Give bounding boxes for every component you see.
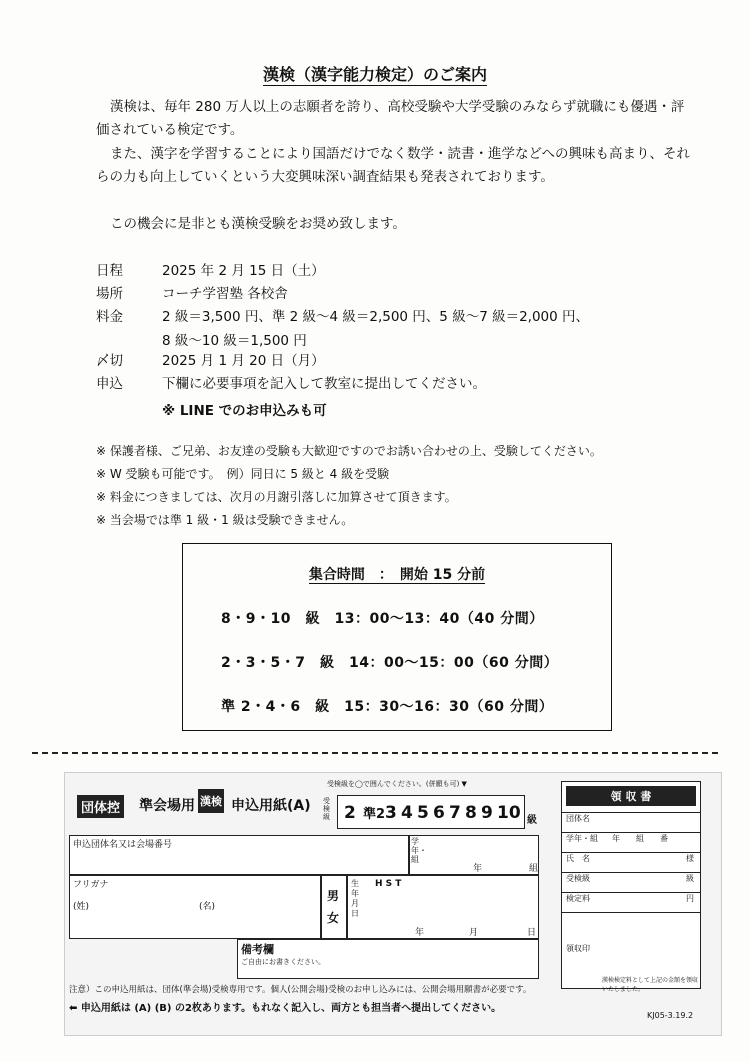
grade-9[interactable]: 9 xyxy=(481,803,493,823)
left-arrow-icon: ⬅ xyxy=(69,1003,81,1014)
note-2: ※ W 受験も可能です。 例）同日に 5 級と 4 級を受験 xyxy=(96,467,390,481)
receipt-row-class[interactable]: 学年・組 年 組 番 xyxy=(562,832,700,852)
note-3: ※ 料金につきましては、次月の月謝引落しに加算させて頂きます。 xyxy=(96,490,457,504)
birth-month-label: 月 xyxy=(469,928,479,938)
date-row: 日程 2025 年 2 月 15 日（土） xyxy=(96,260,325,282)
receipt xyxy=(561,781,701,993)
grade-10[interactable]: 10 xyxy=(497,803,521,823)
receipt-title: 領 収 書 xyxy=(566,786,696,806)
cut-line xyxy=(32,752,718,754)
form-code: KJ05-3.19.2 xyxy=(647,1011,694,1020)
fee-value-1: 2 級＝3,500 円、準 2 級～4 級＝2,500 円、5 級～7 級＝2,000 円、 xyxy=(162,309,590,325)
kanken-logo: 漢検 xyxy=(198,789,224,813)
apply-row: 申込 下欄に必要事項を記入して教室に提出してください。 xyxy=(96,373,486,395)
deadline-row: 〆切 2025 月 1 月 20 日（月） xyxy=(96,350,325,372)
birth-day-label: 日 xyxy=(527,928,537,938)
receipt-row-fee[interactable]: 検定料 円 xyxy=(562,892,700,912)
grade-5[interactable]: 5 xyxy=(417,803,429,823)
receipt-row-grade[interactable]: 受検級 級 xyxy=(562,872,700,892)
intro-paragraph-3: この機会に是非とも漢検受験をお奨め致します。 xyxy=(110,216,406,232)
note-4: ※ 当会場では準 1 級・1 級は受験できません。 xyxy=(96,513,354,527)
receipt-row-stamp[interactable]: 領収印 漢検検定料として上記の金額を領収いたしました。 xyxy=(562,912,700,990)
grade-hint: 受検級を◯で囲んでください。(併願も可) ▼ xyxy=(327,780,467,788)
fee-value-2: 8 級～10 級＝1,500 円 xyxy=(162,333,307,349)
era-label: H S T xyxy=(375,879,402,889)
given-name-label: (名) xyxy=(199,902,216,912)
application-form xyxy=(64,772,722,1036)
remarks-label: 備考欄 xyxy=(241,943,274,956)
schedule-row-2: 2・3・5・7 級 14：00～15：00（60 分間） xyxy=(221,655,559,671)
schedule-row-1: 8・9・10 級 13：00～13：40（40 分間） xyxy=(221,611,544,627)
grade-pre-2[interactable]: 準2 xyxy=(363,807,386,822)
kumi-label: 組 xyxy=(529,864,539,874)
sex-label: 男 女 xyxy=(327,889,340,925)
group-copy-label: 団体控 xyxy=(77,795,124,818)
grade-3[interactable]: 3 xyxy=(385,803,397,823)
page-title: 漢検（漢字能力検定）のご案内 xyxy=(262,65,487,84)
apply-value: 下欄に必要事項を記入して教室に提出してください。 xyxy=(162,376,486,392)
grade-6[interactable]: 6 xyxy=(433,803,445,823)
form-subtitle: 準会場用 xyxy=(139,798,195,814)
schedule-row-3: 準 2・4・6 級 15：30～16：30（60 分間） xyxy=(221,699,554,715)
place-row: 場所 コーチ学習塾 各校舎 xyxy=(96,283,288,305)
note-1: ※ 保護者様、ご兄弟、お友達の受験も大歓迎ですのでお誘い合わせの上、受験してください。 xyxy=(96,444,602,458)
birth-year-label: 年 xyxy=(415,928,425,938)
schedule-title: 集合時間 ： 開始 15 分前 xyxy=(308,567,486,583)
schedule-box xyxy=(182,543,612,731)
intro-paragraph-2: また、漢字を学習することにより国語だけでなく数学・読書・進学などへの興味も高まり、それらの力も向上していくという大変興味深い調査結果も発表されております。 xyxy=(96,146,690,185)
family-name-label: (姓) xyxy=(73,902,90,912)
group-name-label: 申込団体名又は会場番号 xyxy=(73,840,173,850)
place-value: コーチ学習塾 各校舎 xyxy=(162,286,288,302)
date-value: 2025 年 2 月 15 日（土） xyxy=(162,263,325,279)
line-note: ※ LINE でのお申込みも可 xyxy=(162,403,327,419)
grade-8[interactable]: 8 xyxy=(465,803,477,823)
grade-4[interactable]: 4 xyxy=(401,803,413,823)
receipt-note: 漢検検定料として上記の金額を領収いたしました。 xyxy=(602,977,699,993)
grade-label: 受検級 xyxy=(323,797,330,821)
furigana-label: フリガナ xyxy=(73,880,109,890)
remarks-sub: ご自由にお書きください。 xyxy=(241,958,325,966)
fee-row: 料金 2 級＝3,500 円、準 2 級～4 級＝2,500 円、5 級～7 級＝2,000 円、 xyxy=(96,306,589,328)
grade-class-label: 学年・組 xyxy=(411,837,427,864)
birthdate-label: 生年月日 xyxy=(351,879,359,918)
intro-paragraph-1: 漢検は、毎年 280 万人以上の志願者を誇り、高校受験や大学受験のみならず就職にも優遇・評価されている検定です。 xyxy=(96,99,685,138)
deadline-value: 2025 月 1 月 20 日（月） xyxy=(162,353,325,369)
form-name: 申込用紙(A) xyxy=(231,798,311,814)
grade-2[interactable]: 2 xyxy=(344,803,356,823)
grade-7[interactable]: 7 xyxy=(449,803,461,823)
kyu-label: 級 xyxy=(527,815,537,826)
caution-text: 注意）この申込用紙は、団体(準会場)受検専用です。個人(公開会場)受検のお申し込みには、公開会場用願書が必要です。 xyxy=(69,985,532,995)
submit-instruction: ⬅ 申込用紙は (A) (B) の2枚あります。もれなく記入し、両方とも担当者へ提出してください。 xyxy=(69,1003,502,1014)
receipt-row-group[interactable]: 団体名 xyxy=(562,812,700,832)
nen-label: 年 xyxy=(473,864,483,874)
receipt-row-name[interactable]: 氏 名 様 xyxy=(562,852,700,872)
